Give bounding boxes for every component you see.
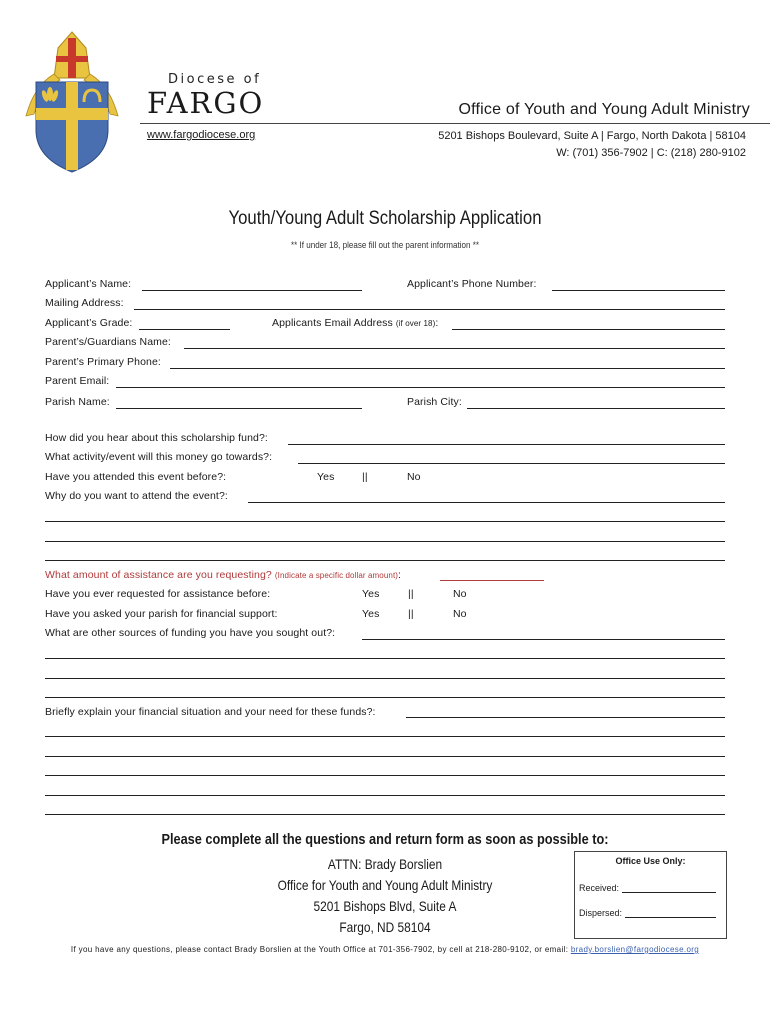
applicant-email-label: Applicants Email Address (if over 18):	[272, 317, 439, 329]
explain-field-3[interactable]	[45, 756, 725, 757]
return-street: 5201 Bishops Blvd, Suite A	[313, 898, 457, 914]
parish-support-question-label: Have you asked your parish for financial support:	[45, 608, 278, 620]
parish-support-separator: ||	[408, 608, 414, 620]
parish-city-field[interactable]	[467, 408, 725, 409]
header-address: 5201 Bishops Boulevard, Suite A | Fargo, North Dakota | 58104	[438, 130, 746, 142]
explain-field-4[interactable]	[45, 775, 725, 776]
other-sources-field-1[interactable]	[362, 639, 725, 640]
parent-email-label: Parent Email:	[45, 375, 110, 387]
return-attn: ATTN: Brady Borslien	[327, 856, 443, 872]
office-use-title: Office Use Only:	[615, 856, 686, 866]
attended-yes-option[interactable]: Yes	[317, 471, 335, 483]
applicant-email-note: (if over 18)	[395, 319, 436, 328]
applicant-phone-field[interactable]	[552, 290, 725, 291]
parent-phone-label: Parent’s Primary Phone:	[45, 356, 161, 368]
parish-support-yes-option[interactable]: Yes	[362, 608, 380, 620]
applicant-phone-label: Applicant’s Phone Number:	[407, 278, 537, 290]
other-sources-field-3[interactable]	[45, 678, 725, 679]
mailing-address-label: Mailing Address:	[45, 297, 124, 309]
explain-field-1[interactable]	[406, 717, 725, 718]
amount-field[interactable]	[440, 580, 544, 581]
website-link[interactable]: www.fargodiocese.org	[147, 129, 256, 141]
other-sources-field-4[interactable]	[45, 697, 725, 698]
other-sources-question-label: What are other sources of funding you have you sought out?:	[45, 627, 336, 639]
mailing-address-field[interactable]	[134, 309, 725, 310]
hear-question-field[interactable]	[288, 444, 725, 445]
header-rule	[140, 123, 770, 124]
why-field-4[interactable]	[45, 560, 725, 561]
received-field[interactable]	[622, 892, 716, 893]
parish-name-field[interactable]	[116, 408, 362, 409]
parish-support-no-option[interactable]: No	[453, 608, 467, 620]
why-field-1[interactable]	[248, 502, 725, 503]
return-city: Fargo, ND 58104	[339, 919, 431, 935]
applicant-name-field[interactable]	[142, 290, 362, 291]
header-phones: W: (701) 356-7902 | C: (218) 280-9102	[556, 147, 746, 159]
contact-text: If you have any questions, please contact Brady Borslien at the Youth Office at 701-356-7902, by cell at 218-280-9102, or email:	[70, 945, 569, 954]
requested-yes-option[interactable]: Yes	[362, 588, 380, 600]
parent-email-field[interactable]	[116, 387, 725, 388]
attended-question-label: Have you attended this event before?:	[45, 471, 227, 483]
form-subtitle: ** If under 18, please fill out the parent information **	[290, 240, 480, 251]
why-question-label: Why do you want to attend the event?:	[45, 490, 228, 502]
activity-question-field[interactable]	[298, 463, 725, 464]
contact-email-link[interactable]: brady.borslien@fargodiocese.org	[570, 945, 700, 954]
activity-question-label: What activity/event will this money go towards?:	[45, 451, 273, 463]
received-label: Received:	[579, 883, 620, 893]
parish-name-label: Parish Name:	[45, 396, 110, 408]
requested-question-label: Have you ever requested for assistance before:	[45, 588, 271, 600]
diocese-of-label: Diocese of	[168, 72, 262, 87]
attended-no-option[interactable]: No	[407, 471, 421, 483]
why-field-3[interactable]	[45, 541, 725, 542]
requested-no-option[interactable]: No	[453, 588, 467, 600]
explain-field-2[interactable]	[45, 736, 725, 737]
attended-separator: ||	[362, 471, 368, 483]
parish-city-label: Parish City:	[407, 396, 462, 408]
why-field-2[interactable]	[45, 521, 725, 522]
office-use-box	[574, 851, 727, 939]
parent-name-field[interactable]	[184, 348, 725, 349]
return-office: Office for Youth and Young Adult Ministry	[277, 877, 493, 893]
explain-question-label: Briefly explain your financial situation and your need for these funds?:	[45, 706, 376, 718]
requested-separator: ||	[408, 588, 414, 600]
return-instruction: Please complete all the questions and return form as soon as possible to:	[161, 831, 609, 848]
applicant-email-field[interactable]	[452, 329, 725, 330]
applicant-grade-label: Applicant’s Grade:	[45, 317, 133, 329]
explain-field-5[interactable]	[45, 795, 725, 796]
contact-line	[0, 945, 770, 954]
applicant-grade-field[interactable]	[139, 329, 230, 330]
amount-question-label: What amount of assistance are you requesting? (Indicate a specific dollar amount):	[45, 569, 402, 581]
explain-field-6[interactable]	[45, 814, 725, 815]
parent-name-label: Parent’s/Guardians Name:	[45, 336, 171, 348]
parent-phone-field[interactable]	[170, 368, 725, 369]
fargo-wordmark: FARGO	[147, 86, 265, 120]
diocese-coat-of-arms	[20, 30, 124, 174]
dispersed-field[interactable]	[625, 917, 716, 918]
applicant-name-label: Applicant’s Name:	[45, 278, 132, 290]
office-title: Office of Youth and Young Adult Ministry	[458, 101, 750, 118]
form-title: Youth/Young Adult Scholarship Application	[228, 208, 542, 229]
hear-question-label: How did you hear about this scholarship fund?:	[45, 432, 268, 444]
other-sources-field-2[interactable]	[45, 658, 725, 659]
dispersed-label: Dispersed:	[579, 908, 623, 918]
amount-question-note: (Indicate a specific dollar amount)	[274, 571, 399, 580]
